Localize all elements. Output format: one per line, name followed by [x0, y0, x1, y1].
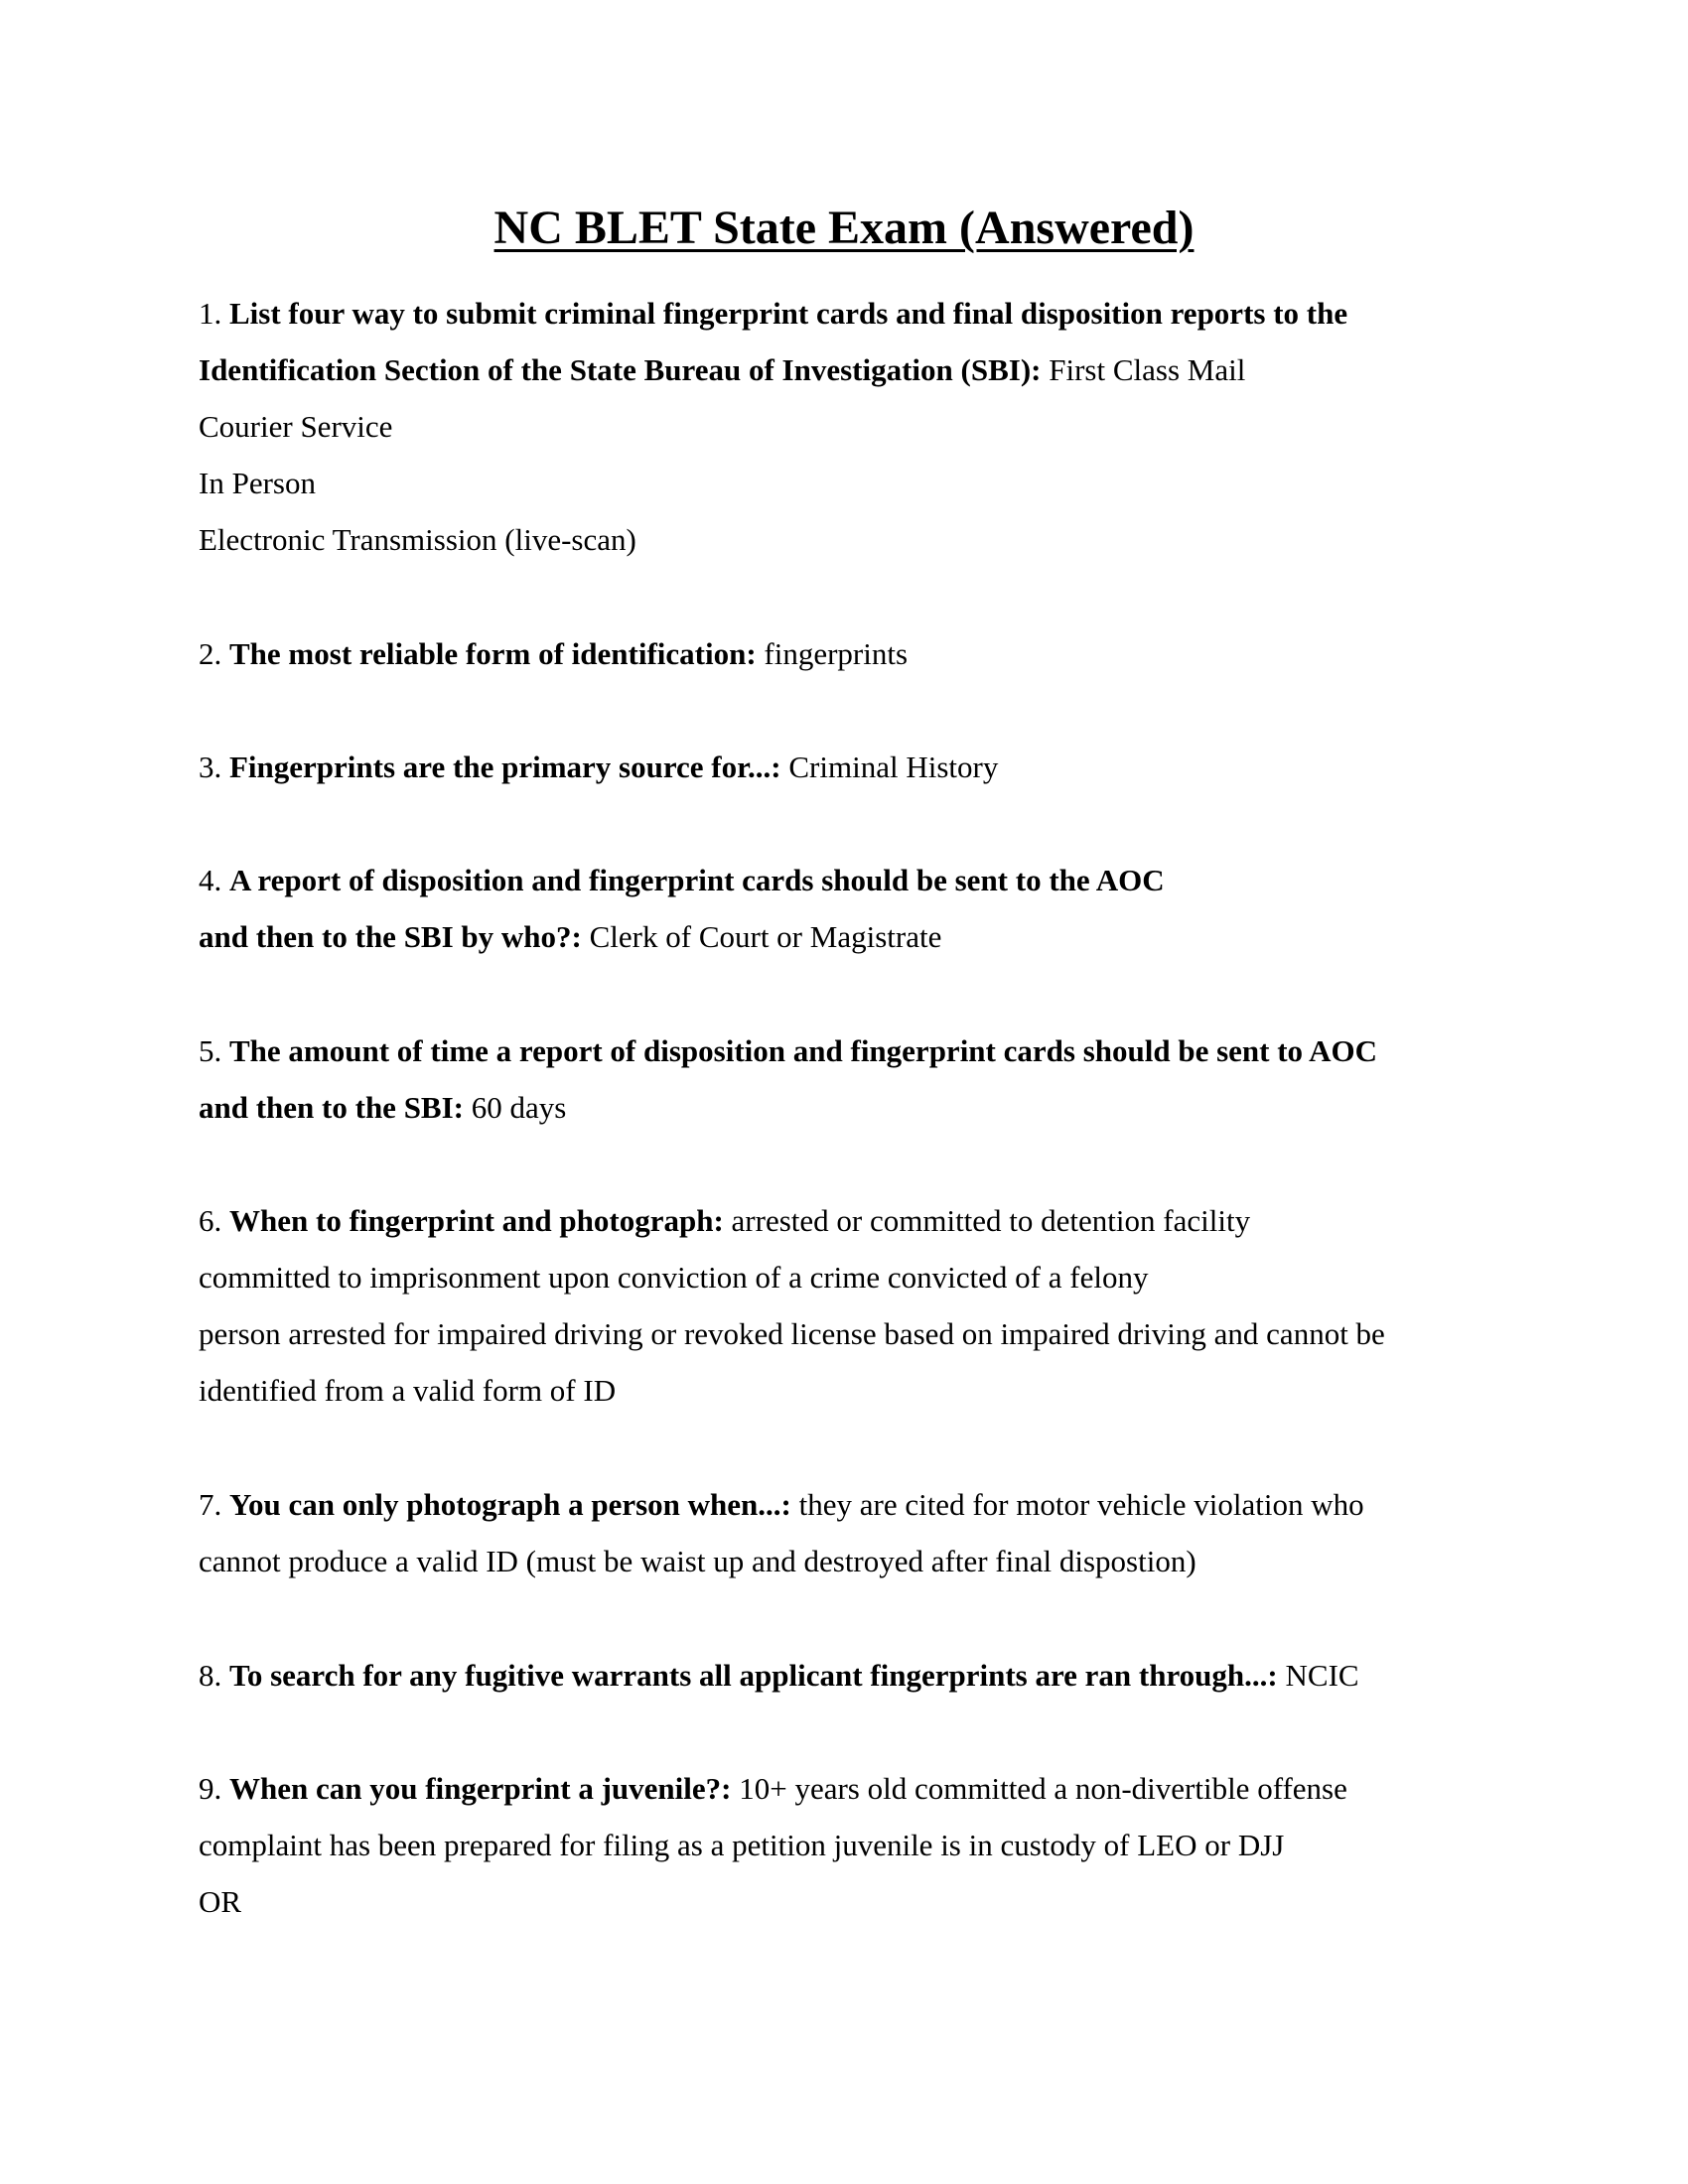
q8-answer: NCIC [1285, 1658, 1359, 1693]
q1-line1 [199, 294, 1347, 334]
q6-answer-2: committed to imprisonment upon conviction of a crime convicted of a felony [199, 1260, 1149, 1295]
q1-question-part1: List four way to submit criminal fingerprint cards and final disposition reports to the [229, 296, 1348, 331]
q5-question-part2: and then to the SBI: [199, 1090, 464, 1125]
q3-number: 3. [199, 750, 222, 784]
q1-line2 [199, 350, 1245, 390]
q4-number: 4. [199, 863, 222, 897]
q4-question-part2: and then to the SBI by who?: [199, 919, 582, 954]
q7-line1 [199, 1485, 1364, 1525]
q7-question: You can only photograph a person when...: [229, 1487, 791, 1522]
q5-line1 [199, 1031, 1377, 1071]
q9-line1 [199, 1769, 1347, 1809]
q6-answer-4: identified from a valid form of ID [199, 1373, 617, 1408]
q9-answer-1: 10+ years old committed a non-divertible offense [739, 1771, 1347, 1806]
q6-answer-1: arrested or committed to detention facility [731, 1203, 1251, 1238]
q5-number: 5. [199, 1033, 222, 1068]
q4-line1 [199, 861, 1165, 900]
q7-number: 7. [199, 1487, 222, 1522]
q1-question-part2: Identification Section of the State Bureau of Investigation (SBI): [199, 352, 1042, 387]
q1-answer-2: Courier Service [199, 409, 393, 444]
q3-question: Fingerprints are the primary source for...: [229, 750, 781, 784]
q4-question-part1: A report of disposition and fingerprint cards should be sent to the AOC [229, 863, 1165, 897]
q2-question: The most reliable form of identification: [229, 636, 757, 671]
q1-answer-4: Electronic Transmission (live-scan) [199, 522, 636, 557]
q3-line [199, 748, 998, 787]
q1-answer-1: First Class Mail [1049, 352, 1246, 387]
q2-number: 2. [199, 636, 222, 671]
q5-question-part1: The amount of time a report of disposition and fingerprint cards should be sent to AOC [229, 1033, 1377, 1068]
q6-answer-3: person arrested for impaired driving or revoked license based on impaired driving and cannot be [199, 1316, 1385, 1351]
q4-answer: Clerk of Court or Magistrate [589, 919, 942, 954]
q8-number: 8. [199, 1658, 222, 1693]
q2-line [199, 634, 908, 674]
q6-line1 [199, 1201, 1250, 1241]
q7-answer-2: cannot produce a valid ID (must be waist up and destroyed after final dispostion) [199, 1544, 1196, 1578]
q9-answer-3: OR [199, 1884, 242, 1919]
q9-answer-2: complaint has been prepared for filing as a petition juvenile is in custody of LEO or DJJ [199, 1828, 1285, 1862]
q1-answer-3: In Person [199, 466, 316, 500]
q6-question: When to fingerprint and photograph: [229, 1203, 724, 1238]
q8-question: To search for any fugitive warrants all applicant fingerprints are ran through...: [229, 1658, 1278, 1693]
q4-line2 [199, 917, 941, 957]
q7-answer-1: they are cited for motor vehicle violation who [798, 1487, 1364, 1522]
q9-number: 9. [199, 1771, 222, 1806]
q8-line [199, 1656, 1359, 1696]
page-title: NC BLET State Exam (Answered) [493, 202, 1195, 254]
q2-answer: fingerprints [764, 636, 909, 671]
q6-number: 6. [199, 1203, 222, 1238]
q3-answer: Criminal History [788, 750, 999, 784]
q9-question: When can you fingerprint a juvenile?: [229, 1771, 732, 1806]
q1-number: 1. [199, 296, 222, 331]
q5-answer: 60 days [471, 1090, 567, 1125]
q5-line2 [199, 1088, 566, 1128]
